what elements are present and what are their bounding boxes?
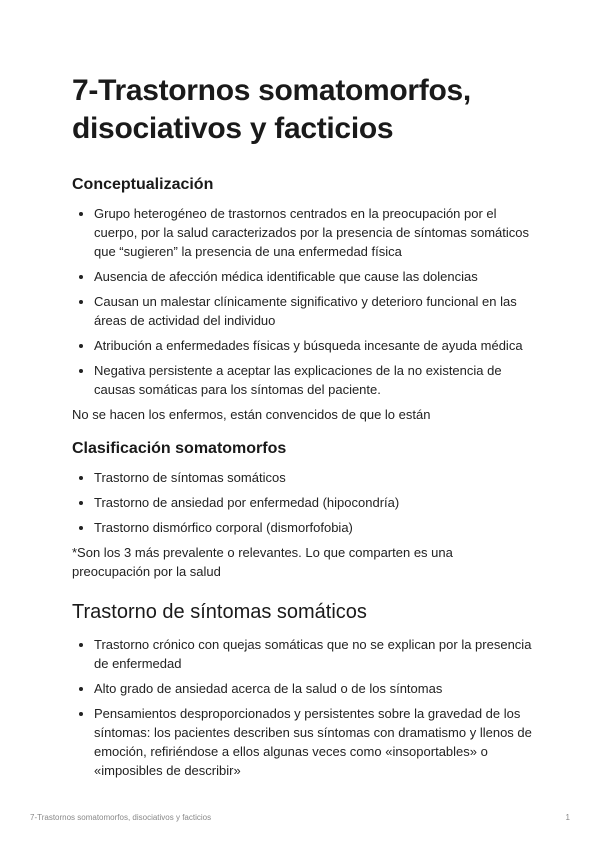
- list-item-text: Trastorno crónico con quejas somáticas que no se explican por la presencia de enfermedad: [94, 637, 532, 671]
- section-sintomas-somaticos: [72, 599, 532, 780]
- page-number: 1: [565, 813, 570, 822]
- bullet-list: [72, 204, 532, 399]
- list-item: [72, 635, 532, 673]
- document-page: [72, 72, 532, 786]
- list-item-text: Atribución a enfermedades físicas y búsqueda incesante de ayuda médica: [94, 338, 523, 353]
- bullet-dot: [79, 526, 83, 530]
- section-heading: Trastorno de síntomas somáticos: [72, 601, 367, 623]
- list-item-text: Pensamientos desproporcionados y persistentes sobre la gravedad de los síntomas: los pacientes describen sus síntomas con dramatismo y llenos de emoción, refiriéndose a ellos algunas veces como «insoportables» o «imposibles de describir»: [94, 706, 532, 778]
- list-item: [72, 679, 532, 698]
- list-item: [72, 493, 532, 512]
- list-item-text: Causan un malestar clínicamente significativo y deterioro funcional en las áreas de actividad del individuo: [94, 294, 517, 328]
- footer-title: 7-Trastornos somatomorfos, disociativos y facticios: [30, 813, 212, 822]
- page-footer: [30, 813, 570, 822]
- list-item: [72, 267, 532, 286]
- list-item-text: Grupo heterogéneo de trastornos centrados en la preocupación por el cuerpo, por la salud caracterizados por la presencia de síntomas somáticos que “sugieren” la presencia de una enfermedad física: [94, 206, 529, 259]
- bullet-dot: [79, 712, 83, 716]
- bullet-dot: [79, 687, 83, 691]
- list-item: [72, 292, 532, 330]
- list-item-text: Trastorno dismórfico corporal (dismorfofobia): [94, 520, 353, 535]
- section-note: No se hacen los enfermos, están convencidos de que lo están: [72, 407, 431, 422]
- list-item: [72, 704, 532, 780]
- list-item-text: Trastorno de ansiedad por enfermedad (hipocondría): [94, 495, 400, 510]
- bullet-dot: [79, 275, 83, 279]
- bullet-dot: [79, 344, 83, 348]
- list-item: [72, 468, 532, 487]
- list-item-text: Negativa persistente a aceptar las explicaciones de la no existencia de causas somáticas para los síntomas del paciente.: [94, 363, 502, 397]
- list-item: [72, 336, 532, 355]
- section-conceptualizacion: [72, 174, 532, 424]
- bullet-dot: [79, 369, 83, 373]
- page-title: 7-Trastornos somatomorfos, disociativos y facticios: [72, 74, 471, 145]
- bullet-list: [72, 468, 532, 537]
- section-heading: Conceptualización: [72, 176, 214, 193]
- bullet-dot: [79, 476, 83, 480]
- bullet-dot: [79, 643, 83, 647]
- bullet-list: [72, 635, 532, 780]
- list-item: [72, 518, 532, 537]
- bullet-dot: [79, 501, 83, 505]
- list-item-text: Ausencia de afección médica identificable que cause las dolencias: [94, 269, 478, 284]
- list-item: [72, 204, 532, 261]
- list-item-text: Alto grado de ansiedad acerca de la salud o de los síntomas: [94, 681, 443, 696]
- section-heading: Clasificación somatomorfos: [72, 440, 287, 457]
- list-item: [72, 361, 532, 399]
- list-item-text: Trastorno de síntomas somáticos: [94, 470, 286, 485]
- bullet-dot: [79, 300, 83, 304]
- bullet-dot: [79, 212, 83, 216]
- section-clasificacion: [72, 438, 532, 581]
- section-note: *Son los 3 más prevalente o relevantes. Lo que comparten es una preocupación por la salud: [72, 545, 453, 579]
